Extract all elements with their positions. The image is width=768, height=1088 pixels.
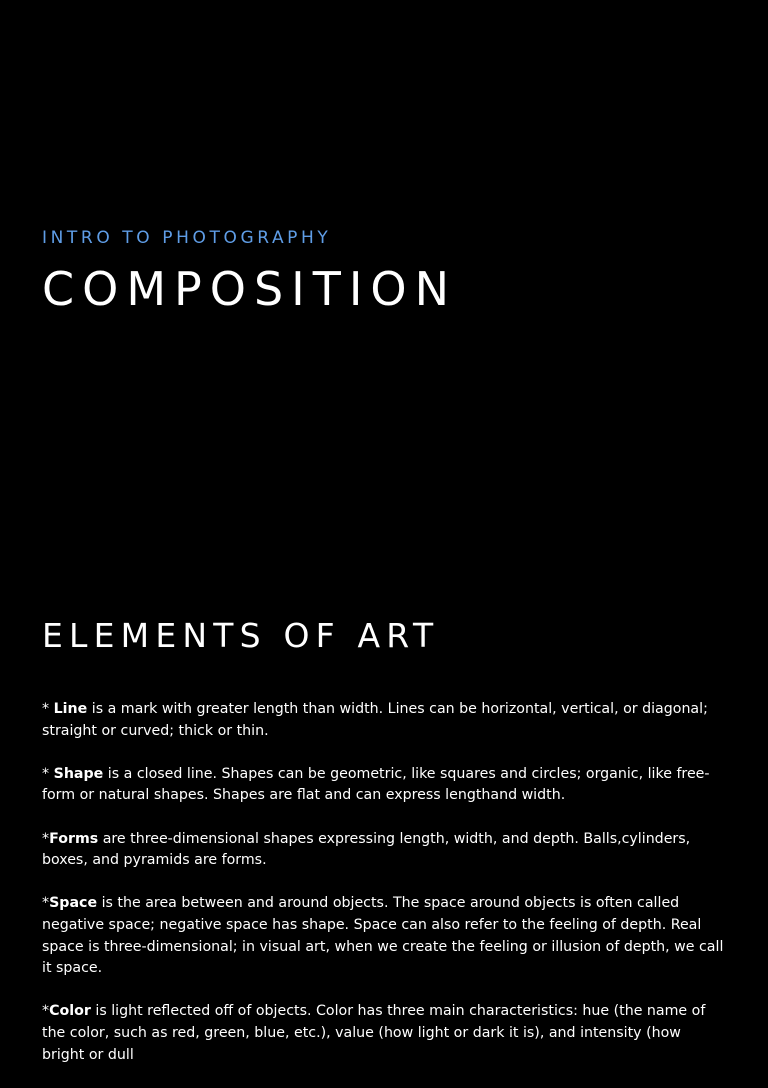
element-prefix: * [42,830,50,847]
page-title: COMPOSITION [42,262,458,316]
element-item-space [42,893,726,979]
element-item-shape [42,764,726,807]
element-term-forms: Forms [49,830,99,847]
element-prefix: * [42,895,50,912]
element-description: is a mark with greater length than width. Lines can be horizontal, vertical, or diagonal; straight or curved; thick or thin. [42,701,708,739]
element-description: is light reflected off of objects. Color has three main characteristics: hue (the name of the color, such as red, green, blue, etc.), value (how light or dark it is), and intensity (how bright or dull [42,1003,706,1063]
element-prefix: * [42,701,54,717]
element-description: are three-dimensional shapes expressing length, width, and depth. Balls,cylinders, boxes, and pyramids are forms. [42,830,691,869]
element-item-line [42,699,726,742]
subtitle: INTRO TO PHOTOGRAPHY [42,228,332,248]
section-heading: ELEMENTS OF ART [42,616,440,655]
element-prefix: * [42,1003,50,1020]
elements-list [42,699,726,1088]
element-item-color [42,1001,726,1066]
element-term-space: Space [49,895,98,912]
element-term-shape: Shape [53,765,104,782]
element-prefix: * [42,765,54,782]
element-description: is a closed line. Shapes can be geometric, like squares and circles; organic, like free-form or natural shapes. Shapes are flat and can express lengthand width. [42,765,710,804]
element-description: is the area between and around objects. The space around objects is often called negative space; negative space has shape. Space can also refer to the feeling of depth. Real space is three-dimensional; in visual art, when we create the feeling or illusion of depth, we call it space. [42,895,724,977]
element-term-color: Color [49,1003,91,1020]
element-item-forms [42,829,726,872]
element-term-line: Line [53,701,88,717]
